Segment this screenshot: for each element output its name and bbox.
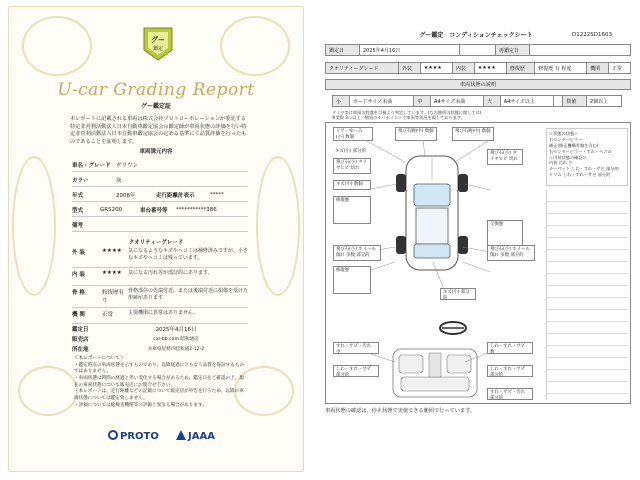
inspection-date-row: 鑑定日 2025年4月16日 (72, 327, 197, 333)
svg-text:グー: グー (151, 36, 165, 44)
grade-row-frame: 骨 格 修復歴有り 骨格部位の先端付近、または後端付近に損傷を受けた形跡があります (72, 288, 248, 308)
grade-row-interior: 内 装 ★★★★ 気になる汚れ等が部分的にあります。 (72, 270, 248, 286)
ornament-right-mid (256, 156, 300, 296)
ornament-top-right (220, 16, 290, 76)
condition-heading: 車両状態の説明 (325, 79, 631, 90)
damage-note: しわ・すれ・サビ 数 (487, 342, 533, 354)
memo-lines (546, 190, 628, 400)
damage-note: しわ・すれ・サビ 部分的 (333, 365, 379, 377)
frame-interior-notes: ＜状態の状態＞ 右センターピラー 補正(修正機構有無を含む) 右センターピラー・すれ・ヘコみ ＜内装状態の確認＞ 内装 汚れ 少 カーペット しわ・すれ・サビ 部分的 トリム しわ・すれ・サビ 部分的 (546, 128, 628, 186)
damage-note: 飛び石(小) タイヤヒビ 切れ (487, 149, 523, 165)
damage-note: 飛び石(小) ホイール傷れ 多数 部分的 (333, 245, 381, 261)
ornament-bottom-left (18, 366, 78, 416)
shop-row: 販売店 car-bb.com 昭和通店 (72, 337, 199, 343)
sheet-footer-note: 車両状態の確認は、停止状態で実施できる範囲で行っています。 (325, 408, 476, 414)
goo-kantei-logo (142, 26, 174, 62)
report-notes: ＜本レポートについて＞ ・鑑定時点の車両状態を示すものであり、以降経過にともなう品質を保証するものではありません。 ・車両状態は時間の経過と伴い変化する場合があるため、鑑定日をご確認の上、現在の車両状態について販売店にお問合せ下さい。 ・本レポートは、走行距離などの記載について販売店が申告を行うため、以降の車両状態については鑑定致しません。 ・評価については総検査機関等の評価と異なる場合があります。 (74, 356, 244, 408)
damage-note: キズ(小) 部分的 (440, 288, 476, 300)
damage-note: すれ・サビ・汚れ 部分的 (487, 388, 533, 400)
vehicle-row-remarks: 備考 (72, 218, 248, 232)
damage-note: しわ・すれ・サビ 部分的 (487, 365, 533, 377)
quality-section-heading: クオリティーグレード (128, 240, 184, 246)
damage-note: キズ(小) 部分的 (333, 148, 373, 156)
damage-note: キズ(小) 数個 (333, 180, 371, 190)
vehicle-row-model: 型式 GRS200 車台番号等 ***********386 (72, 203, 248, 217)
damage-note: リア・ゆーみ(小) 数個 (333, 127, 373, 141)
ornament-left-mid (12, 156, 56, 296)
vehicle-row-year: 年式 2008年 走行距離計表示 ***** (72, 188, 248, 202)
vehicle-section-heading: 車両課元内容 (139, 149, 173, 155)
damage-note: 飛び石跡(中) 数個 (395, 127, 437, 141)
damage-note: 修復歴 (333, 196, 371, 224)
legend-note: タイヤ等は車両の程度を目視より判定しています。(なお箇所の状態に関しては) ※実際 3つ以上一箇処のキーポイントで車両等状況を現しております。 (332, 110, 482, 121)
proto-brand: PROTO (108, 430, 159, 442)
quality-grade-table: クオリティーグレード 外装 ★★★★ 内装 ★★★★ 修復歴 修復歴 有 程度 機関 正常 (325, 62, 631, 74)
check-sheet-title: グー鑑定 コンディションチェックシート (419, 32, 533, 39)
certificate-intro: 本レポートに記載される車両は株式会社プロトコーポレーションが委託する特定非営利活動法人日本自動車鑑定協会の鑑定師が車両状態の評価を行い特定非営利活動法人日本自動車鑑定協会の定める基準にて品質評価を行ったものであることを証明します。 (70, 116, 247, 145)
grading-certificate (8, 6, 304, 472)
damage-note: 飛び石跡(中) 数個 (452, 127, 494, 141)
damage-note: 飛び石(小) タイヤヒビ 切れ (333, 158, 371, 174)
damage-size-legend: 小 カードサイズ未満 中 A4サイズ未満 大 A4サイズ以上 数値 2個以上 (332, 95, 622, 107)
vehicle-row-name: 車名・グレード クラウン (72, 158, 248, 172)
damage-note: 交換歴 (487, 220, 523, 248)
proto-mark-icon (108, 430, 118, 440)
certificate-title: グー鑑定証 (140, 103, 171, 110)
jaaa-brand: JAAA (176, 430, 215, 442)
damage-note: すれ・サビ・汚れ 少 (333, 342, 379, 354)
vehicle-row-color: カラー 灰 (72, 173, 248, 187)
damage-note: 飛び石(小) ホイール傷れ 多数 部分的 (487, 245, 535, 261)
grade-row-engine: 機 関 正常 主要機関に異常はありません。 (72, 310, 248, 324)
svg-text:鑑定: 鑑定 (152, 46, 164, 52)
inspection-date-table: 鑑定日 2025年4月16日 再鑑定日 (325, 44, 631, 56)
ornament-top-left (22, 16, 92, 76)
jaaa-mark-icon (176, 430, 186, 440)
damage-note: 修復歴 (333, 266, 371, 294)
address-row: 所在地 兵庫県尼崎市昭和通2-12-2 (72, 347, 205, 353)
certificate-script-title: U-car Grading Report (57, 80, 255, 100)
sheet-id: D1222SD1603 (572, 32, 612, 38)
grade-row-exterior: 外 装 ★★★★ 気になるようなキズやヘコミは補修済みですが、小さなキズやヘコミは残っています。 (72, 248, 248, 268)
